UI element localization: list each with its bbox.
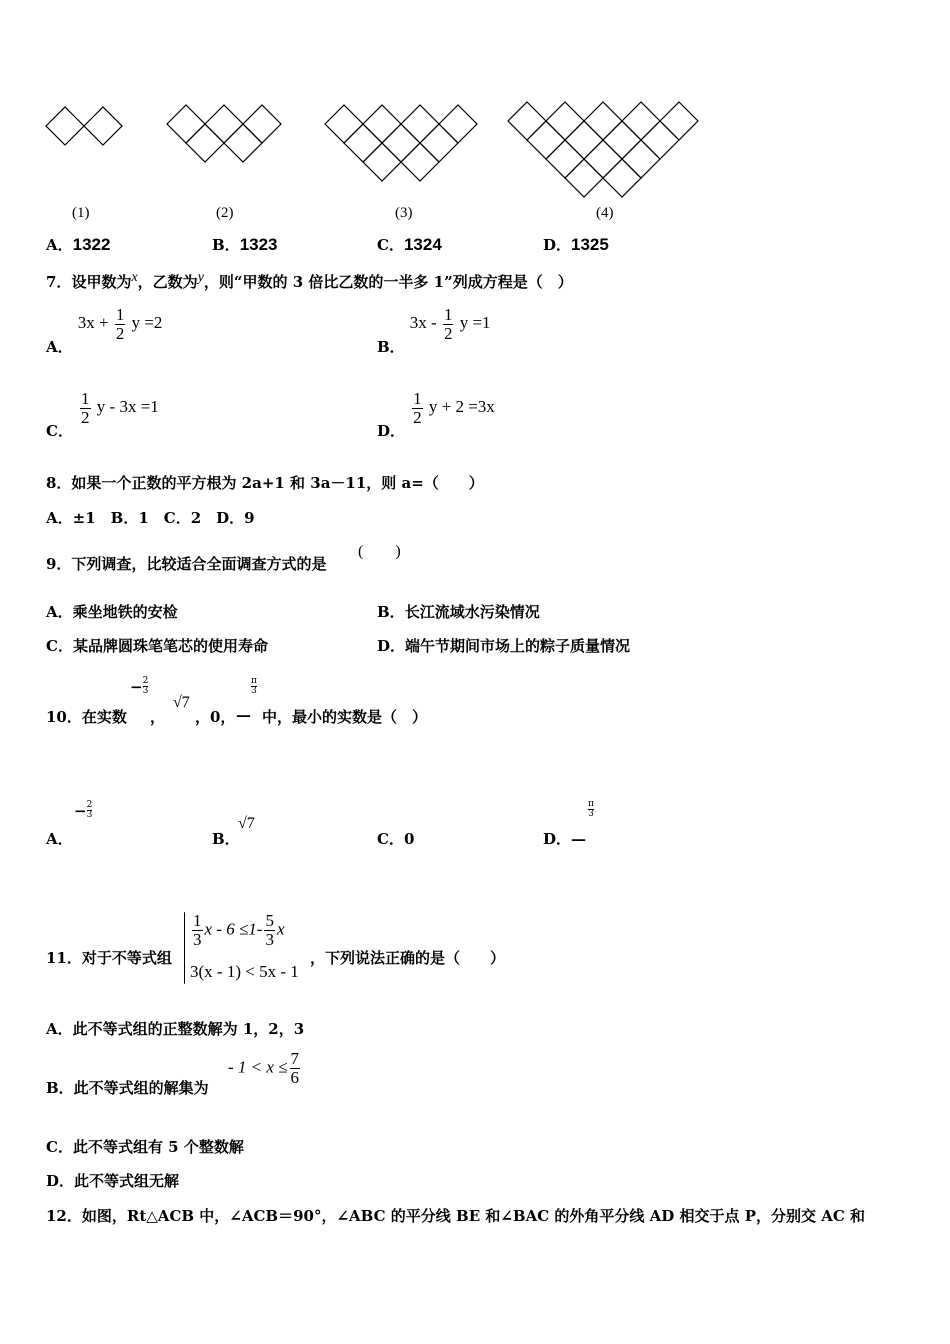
q11-system-brace bbox=[184, 912, 185, 984]
q8-options[interactable]: A．±1 B．1 C．2 D．9 bbox=[46, 509, 255, 527]
figure-label-1: (1) bbox=[72, 205, 90, 221]
q7-option-a-formula: 3x + $\frac{1}{2}$ y =2 bbox=[77, 305, 163, 343]
q9-option-d[interactable]: D．端午节期间市场上的粽子质量情况 bbox=[377, 637, 631, 655]
q9-option-a[interactable]: A．乘坐地铁的安检 bbox=[46, 603, 178, 621]
pattern-figure-3 bbox=[323, 102, 487, 186]
figure-label-3: (3) bbox=[395, 205, 413, 221]
q11-stem-a: 11．对于不等式组 bbox=[46, 949, 172, 967]
q10-sqrt7: √7 bbox=[173, 694, 190, 711]
q9-option-c[interactable]: C．某品牌圆珠笔笔芯的使用寿命 bbox=[46, 637, 268, 655]
q7-option-a[interactable]: A． 3x + $\frac{1}{2}$ y =2 bbox=[46, 305, 163, 357]
q7-option-c[interactable]: C． $\frac{1}{2}$ y - 3x =1 bbox=[46, 389, 159, 441]
q10-stem-a: 10．在实数 bbox=[46, 708, 127, 726]
q10-pi-third-frac: π 3 bbox=[251, 676, 257, 696]
q9-option-b[interactable]: B．长江流域水污染情况 bbox=[377, 603, 540, 621]
q10-neg-two-thirds: − $\frac{2}{3}$ bbox=[130, 676, 149, 696]
q7-option-c-formula: $\frac{1}{2}$ y - 3x =1 bbox=[81, 389, 159, 427]
q11-option-a[interactable]: A．此不等式组的正整数解为 1，2，3 bbox=[46, 1020, 305, 1038]
q7-option-b-formula: 3x - $\frac{1}{2}$ y =1 bbox=[409, 305, 491, 343]
figure-label-2: (2) bbox=[216, 205, 234, 221]
q11-option-b[interactable]: B．此不等式组的解集为 bbox=[46, 1079, 209, 1097]
q10-option-b[interactable]: B． bbox=[212, 830, 240, 848]
q10-option-b-value: √7 bbox=[238, 815, 255, 832]
q10-option-c[interactable]: C．0 bbox=[377, 830, 415, 848]
pattern-figure-2 bbox=[165, 102, 289, 166]
q10-option-a[interactable]: A． bbox=[46, 830, 73, 848]
q9-paren: ( ) bbox=[358, 543, 401, 560]
q11-inequality-2: 3(x - 1) < 5x - 1 bbox=[190, 962, 299, 981]
q8-stem: 8．如果一个正数的平方根为 2a+1 和 3a－11，则 a=（ ） bbox=[46, 474, 484, 492]
q6-option-b[interactable]: B．1323 bbox=[212, 235, 278, 254]
q11-option-d[interactable]: D．此不等式组无解 bbox=[46, 1172, 180, 1190]
q7-option-d[interactable]: D． $\frac{1}{2}$ y + 2 =3x bbox=[377, 389, 495, 441]
q6-option-c[interactable]: C．1324 bbox=[377, 235, 442, 254]
q7-option-d-formula: $\frac{1}{2}$ y + 2 =3x bbox=[413, 389, 495, 427]
q10-option-a-value: − $\frac{2}{3}$ bbox=[74, 800, 93, 820]
q9-stem: 9．下列调查，比较适合全面调查方式的是 bbox=[46, 555, 327, 573]
pattern-figure-1 bbox=[44, 104, 128, 148]
q12-stem: 12．如图，Rt△ACB 中，∠ACB＝90°，∠ABC 的平分线 BE 和∠BAC 的外角平分线 AD 相交于点 P，分别交 AC 和 bbox=[46, 1207, 866, 1225]
q6-option-a[interactable]: A．1322 bbox=[46, 235, 111, 254]
q10-neg-pi-third: — bbox=[236, 706, 251, 724]
figure-label-4: (4) bbox=[596, 205, 614, 221]
q6-option-d[interactable]: D．1325 bbox=[543, 235, 609, 254]
q10-option-d[interactable]: D．— bbox=[543, 830, 587, 848]
q11-inequality-1: $\frac{1}{3}$ x - 6 ≤1- $\frac{5}{3}$ x bbox=[193, 911, 285, 949]
q10-option-d-pi-frac: π 3 bbox=[588, 799, 594, 819]
q11-option-b-formula: - 1 < x ≤ $\frac{7}{6}$ bbox=[228, 1049, 300, 1087]
q11-option-c[interactable]: C．此不等式组有 5 个整数解 bbox=[46, 1138, 244, 1156]
q7-stem: 7．设甲数为$^x$，乙数为$^y$，则“甲数的 3 倍比乙数的一半多 1”列成方程是（ ） bbox=[46, 270, 573, 291]
q7-option-b[interactable]: B． 3x - $\frac{1}{2}$ y =1 bbox=[377, 305, 491, 357]
pattern-figure-4 bbox=[506, 99, 710, 203]
